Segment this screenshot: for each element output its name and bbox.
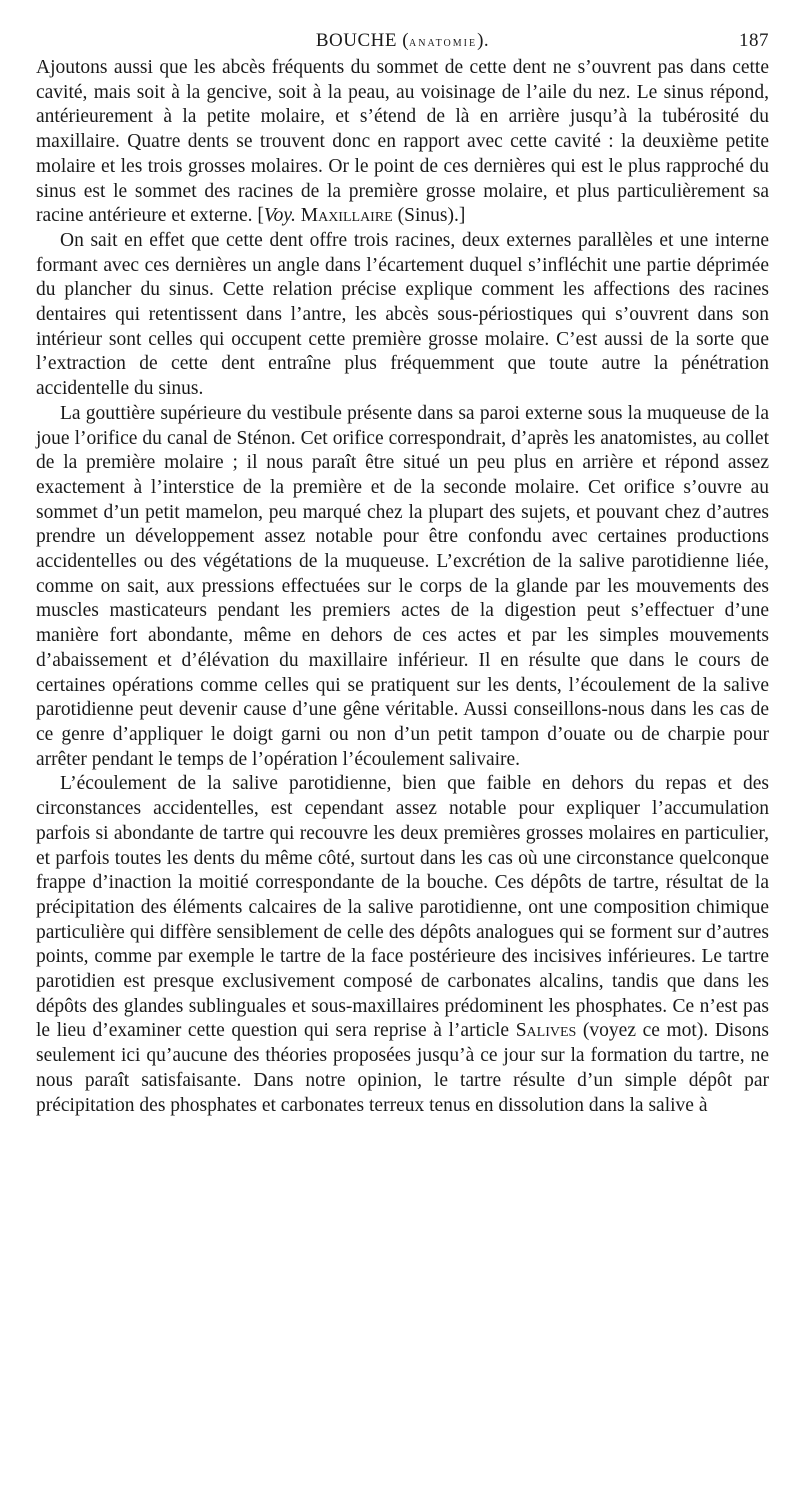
- running-title: [36, 30, 769, 52]
- title-paren-open: (: [396, 30, 410, 51]
- title-main: BOUCHE: [315, 30, 397, 51]
- paragraph-1-text: Ajoutons aussi que les abcès fréquents du sommet de cette dent ne s’ouvrent pas dans cette cavité, mais soit à la gencive, soit à la peau, au voisinage de l’aile du nez. Le sinus répond, antérieurement à la petite molaire, et s’étend de là en arrière jusqu’à la tubérosité du maxillaire. Quatre dents se trouvent donc en rapport avec cette cavité : la deuxième petite molaire et les trois grosses molaires. Or le point de ces dernières qui est le plus rapproché du sinus est le sommet des racines de la première grosse molaire, et plus particulièrement sa racine antérieure et externe.: [36, 57, 769, 227]
- paragraph-3: [36, 402, 769, 773]
- page: [36, 30, 769, 1118]
- title-paren-close: ).: [477, 30, 490, 51]
- paragraph-4-salives: Salives: [515, 1020, 577, 1042]
- paragraph-1: [36, 56, 769, 229]
- paragraph-1-ref-rest: (Sinus).]: [392, 205, 466, 227]
- paragraph-2: [36, 229, 769, 402]
- paragraph-3-text: La gouttière supérieure du vestibule présente dans sa paroi externe sous la muqueuse de la joue l’orifice du canal de Sténon. Cet orifice correspondrait, d’après les anatomistes, au collet de la première molaire ; il nous paraît être situé un peu plus en arrière et répond assez exactement à l’interstice de la première et de la seconde molaire. Cet orifice s’ouvre au sommet d’un petit mamelon, peu marqué chez la plupart des sujets, et pouvant chez d’autres prendre un développement assez notable pour être confondu avec certaines productions accidentelles ou des végétations de la muqueuse. L’excrétion de la salive parotidienne liée, comme on sait, aux pressions effectuées sur le corps de la glande par les mouvements des muscles masticateurs pendant les premiers actes de la digestion peut s’effectuer d’une manière fort abondante, même en dehors de ces actes et par les simples mouvements d’abaissement et d’élévation du maxillaire inférieur. Il en résulte que dans le cours de certaines opérations comme celles qui se pratiquent sur les dents, l’écoulement de la salive parotidienne peut devenir cause d’une gêne véritable. Aussi conseillons-nous dans les cas de ce genre d’appliquer le doigt garni ou non d’un petit tampon d’ouate ou de charpie pour arrêter pendant le temps de l’opération l’écoulement salivaire.: [36, 402, 769, 770]
- paragraph-1-ref-open: [: [257, 205, 264, 227]
- paragraph-4-text: L’écoulement de la salive parotidienne, bien que faible en dehors du repas et des circonstances accidentelles, est cependant assez notable pour expliquer l’accumulation parfois si abondante de tartre qui recouvre les deux premières grosses molaires en particulier, et parfois toutes les dents du même côté, surtout dans les cas où une circonstance quelconque frappe d’inaction la moitié correspondante de la bouche. Ces dépôts de tartre, résultat de la précipitation des éléments calcaires de la salive parotidienne, ont une composition chimique particulière qui diffère sensiblement de celle des dépôts analogues qui se forment sur d’autres points, comme par exemple le tartre de la face postérieure des incisives inférieures. Le tartre parotidien est presque exclusivement composé de carbonates alcalins, tandis que dans les dépôts des glandes sublinguales et sous-maxillaires prédominent les phosphates. Ce n’est pas le lieu d’examiner cette question qui sera reprise à l’article: [36, 773, 769, 1042]
- paragraph-2-text: On sait en effet que cette dent offre trois racines, deux externes parallèles et une interne formant avec ces dernières un angle dans l’écartement duquel s’infléchit une partie déprimée du plancher du sinus. Cette relation précise explique comment les affections des racines dentaires qui retentissent dans l’antre, les abcès sous-périostiques qui s’ouvrent dans son intérieur sont celles qui occupent cette première grosse molaire. C’est aussi de la sorte que l’extraction de cette dent entraîne plus fréquemment que toute autre la pénétration accidentelle du sinus.: [36, 229, 769, 400]
- paragraph-1-ref-maxillaire: Maxillaire: [295, 205, 393, 227]
- title-smallcaps: anatomie: [409, 35, 478, 50]
- paragraph-4-text-after: (voyez ce mot). Disons seulement ici qu’aucune des théories proposées jusqu’à ce jour sur la formation du tartre, ne nous paraît satisfaisante. Dans notre opinion, le tartre résulte d’un simple dépôt par précipitation des phosphates et carbonates terreux tenus en dissolution dans la salive à: [36, 1020, 770, 1116]
- paragraph-4: [36, 772, 769, 1118]
- running-header: [36, 30, 769, 56]
- footer-print-marks: [36, 1456, 769, 1468]
- body-text: [36, 56, 769, 1118]
- paragraph-1-ref-voy: Voy.: [263, 205, 296, 227]
- page-number: 187: [739, 30, 769, 51]
